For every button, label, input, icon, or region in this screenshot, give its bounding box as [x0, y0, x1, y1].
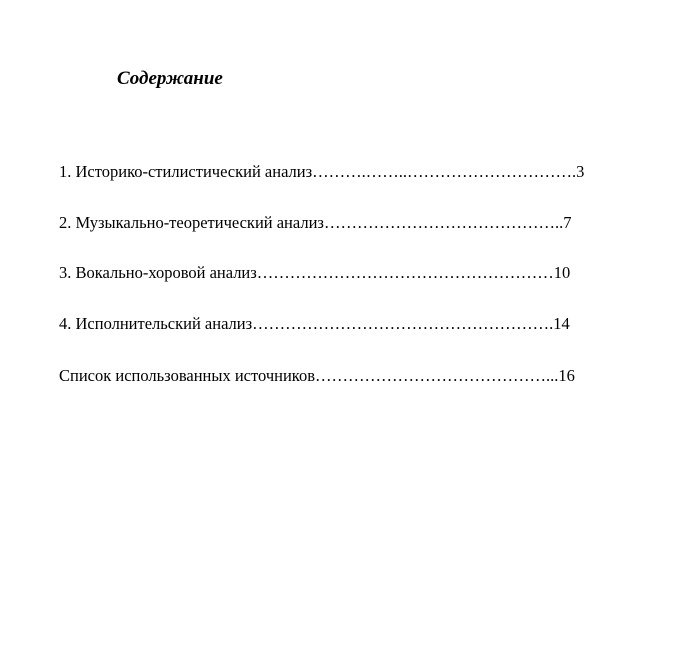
- toc-entry-3: [59, 263, 570, 283]
- toc-entry-page: .14: [549, 314, 570, 333]
- toc-entry-leader: ………………………………………………: [252, 314, 550, 333]
- toc-entry-1: [59, 162, 584, 182]
- toc-title: Содержание: [117, 68, 223, 89]
- toc-entry-leader: ………………………………………………: [256, 263, 554, 282]
- toc-entry-text: 4. Исполнительский анализ: [59, 314, 253, 333]
- toc-entry-page: .3: [572, 162, 585, 181]
- toc-entry-text: 2. Музыкально-теоретический анализ: [59, 213, 324, 232]
- toc-entry-text: Список использованных источников: [59, 366, 315, 385]
- toc-entry-leader: ……………………………………..: [315, 366, 555, 385]
- toc-entry-leader: ……………………………………..: [323, 213, 564, 232]
- toc-entry-leader: ……….……..…………………………: [312, 162, 573, 181]
- toc-entry-text: 1. Историко-стилистический анализ: [59, 162, 313, 181]
- toc-entry-page: 7: [563, 213, 572, 232]
- toc-entry-2: [59, 213, 571, 233]
- toc-entry-text: 3. Вокально-хоровой анализ: [59, 263, 257, 282]
- toc-entry-4: [59, 314, 570, 334]
- toc-entry-page: 10: [553, 263, 571, 282]
- toc-entry-page: .16: [554, 366, 575, 385]
- toc-entry-5: [59, 366, 575, 386]
